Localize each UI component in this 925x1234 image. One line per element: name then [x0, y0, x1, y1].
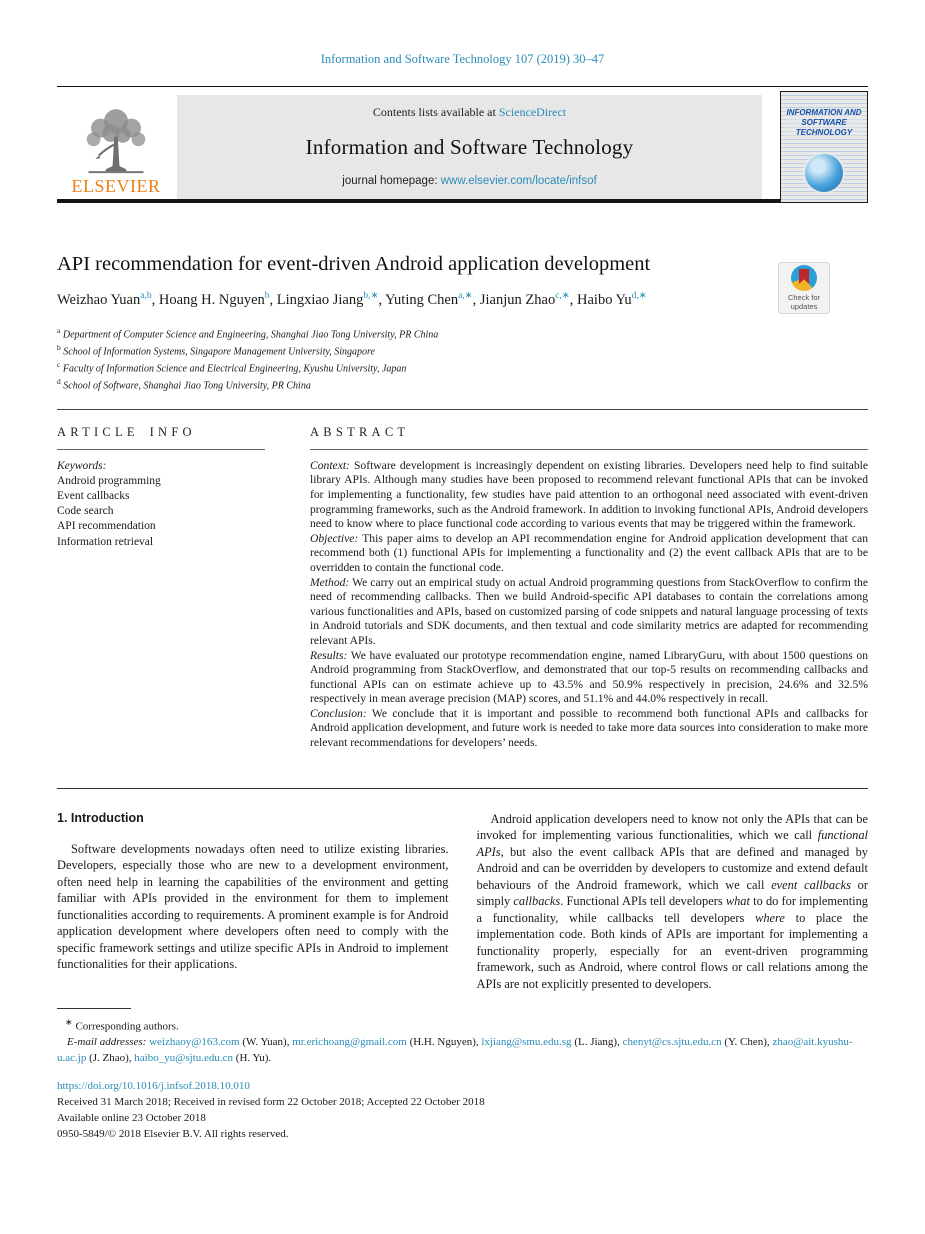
- affiliation-rule: [57, 409, 868, 410]
- homepage-line: [185, 175, 754, 187]
- affiliation-sup: b: [57, 343, 61, 353]
- intro-paragraph-right: Android application developers need to know not only the APIs that can be invoked for implementing various functionalities, which we call functional APIs, but also the event callback APIs that are defined and managed by Android and can be overridden by developers to customize and extend default behaviours of the Android framework, which we call event callbacks or simply callbacks. Functional APIs tell developers what to do for implementing a functionality, while callbacks tell developers where to place the implementation code. Both kinds of APIs are important for implementing a functionality properly, especially for an event-driven programming framework, such as Android, where control flows or call relations among the APIs are not explicitly presented to developers.: [476, 811, 868, 991]
- email-owner: (L. Jiang),: [571, 1036, 623, 1049]
- article-info-column: [57, 425, 265, 777]
- affiliation-sup: a: [57, 326, 61, 336]
- author-name: Weizhao Yuan: [57, 292, 141, 308]
- article-info-heading: ARTICLE INFO: [57, 425, 265, 450]
- abstract-paragraph: [310, 649, 868, 707]
- abstract-paragraph-label: Method:: [310, 575, 350, 589]
- email-owner: (Y. Chen),: [721, 1036, 773, 1049]
- keyword-item: API recommendation: [57, 520, 156, 533]
- email-entry: [481, 1036, 622, 1048]
- abstract-paragraph-text: We conclude that it is important and possible to recommend both functional APIs and callbacks for Android application development, and future work is needed to take more data sources into consideration to make more relevant recommendations for developers’ needs.: [310, 706, 868, 750]
- journal-citation: Information and Software Technology 107 (2019) 30–47: [320, 52, 605, 66]
- author-name: Lingxiao Jiang: [276, 292, 364, 308]
- journal-cover-thumbnail[interactable]: [780, 91, 868, 203]
- crossmark-icon: [791, 265, 817, 291]
- author: [577, 292, 647, 308]
- body-left-column: [57, 811, 449, 993]
- doi-link[interactable]: https://doi.org/10.1016/j.infsof.2018.10.010: [57, 1080, 250, 1093]
- author-affil-sup: a,∗: [458, 291, 473, 302]
- affiliation-item: [57, 326, 868, 343]
- email-entry: [623, 1036, 773, 1048]
- abstract-paragraph-text: Software development is increasingly dependent on existing libraries. Developers need help to find suitable library APIs. Although many studies have been proposed to recommend relevant functional APIs that can be invoked for implementing a functionality, few studies have paid attention to an orthogonal need associated with event-driven programming frameworks, such as the Android framework. In addition to invoking functional APIs, Android developers need to know where to place functional code according to various events that may be triggered within the framework.: [310, 458, 868, 531]
- author-name: Hoang H. Nguyen: [158, 292, 265, 308]
- homepage-link[interactable]: www.elsevier.com/locate/infsof: [440, 175, 597, 187]
- banner-bottom-rule: [57, 199, 868, 203]
- corresponding-star: ∗: [65, 1017, 73, 1028]
- sciencedirect-link[interactable]: ScienceDirect: [498, 105, 567, 119]
- abstract-bottom-rule: [57, 788, 868, 789]
- affiliation-text: School of Information Systems, Singapore Management University, Singapore: [63, 346, 375, 358]
- abstract-paragraph-text: This paper aims to develop an API recommendation engine for Android application development that can recommend both (1) functional APIs for implementing a functionality and (2) the event callback APIs that are to be overridden to contain the functional code.: [310, 531, 868, 574]
- abstract-paragraph-text: We have evaluated our prototype recommendation engine, named LibraryGuru, with about 1500 questions on Android programming from StackOverflow, and demonstrated that our top-5 results on recommending callbacks and functional APIs can on estimate achieve up to 43.5% and 50.9% respectively in precision, 24.6% and 32.5% respectively in mean average precision (MAP) scores, and 51.1% and 44.0% respectively in recall.: [310, 648, 868, 706]
- body-columns: [57, 811, 868, 993]
- keywords-label: Keywords:: [57, 459, 107, 472]
- keyword-item: Event callbacks: [57, 490, 130, 503]
- footnote-block: [57, 1008, 868, 1066]
- author-affil-sup: c,∗: [555, 291, 570, 302]
- keyword-item: Android programming: [57, 474, 161, 487]
- abstract-paragraph: [310, 576, 868, 649]
- received-line: Received 31 March 2018; Received in revised form 22 October 2018; Accepted 22 October 2018: [57, 1096, 485, 1109]
- check-for-updates-badge[interactable]: [778, 262, 830, 314]
- cover-title: INFORMATION AND SOFTWARE TECHNOLOGY: [786, 108, 862, 137]
- elsevier-tree-icon: [73, 102, 159, 180]
- email-link[interactable]: chenyt@cs.sjtu.edu.cn: [622, 1036, 722, 1049]
- abstract-paragraph-label: Conclusion:: [310, 706, 367, 720]
- affiliation-item: [57, 377, 868, 394]
- author-list: [57, 289, 747, 311]
- affiliation-text: School of Software, Shanghai Jiao Tong University, PR China: [63, 380, 311, 392]
- email-link[interactable]: zhao@ait.kyushu-u.ac.jp: [57, 1036, 853, 1064]
- author-name: Jianjun Zhao: [479, 292, 556, 308]
- footnote-rule: [57, 1008, 131, 1009]
- top-rule: [57, 86, 868, 87]
- abstract-paragraph: [310, 707, 868, 751]
- email-owner: (H. Yu).: [233, 1051, 272, 1064]
- homepage-label: journal homepage:: [342, 175, 441, 187]
- publication-meta: [57, 1079, 868, 1143]
- author-separator: ,: [269, 292, 277, 308]
- email-link[interactable]: weizhaoy@163.com: [149, 1036, 240, 1049]
- abstract-body: [310, 459, 868, 751]
- abstract-paragraph: [310, 532, 868, 576]
- author: [480, 292, 577, 308]
- contents-line: [185, 105, 754, 120]
- email-link[interactable]: haibo_yu@sjtu.edu.cn: [134, 1051, 234, 1064]
- abstract-paragraph-label: Context:: [310, 458, 350, 472]
- author-separator: ,: [569, 292, 578, 308]
- email-entry: [149, 1036, 292, 1048]
- abstract-paragraph-label: Objective:: [310, 531, 359, 545]
- affiliation-item: [57, 360, 868, 377]
- corresponding-authors-note: [57, 1016, 868, 1035]
- author: [385, 292, 480, 308]
- author-affil-sup: a,b: [140, 291, 152, 302]
- affiliation-item: [57, 343, 868, 360]
- author-separator: ,: [378, 292, 386, 308]
- author-name: Haibo Yu: [577, 292, 632, 308]
- email-entry: [134, 1052, 271, 1064]
- cover-globe-icon: [805, 154, 843, 192]
- body-right-column: [477, 811, 869, 993]
- email-entry: [292, 1036, 481, 1048]
- email-owner: (W. Yuan),: [239, 1036, 293, 1049]
- abstract-paragraph-label: Results:: [310, 648, 348, 662]
- elsevier-wordmark: ELSEVIER: [71, 176, 161, 196]
- journal-title: Information and Software Technology: [305, 135, 634, 159]
- email-owner: (J. Zhao),: [86, 1051, 135, 1064]
- abstract-column: [310, 425, 868, 777]
- banner-gap: [762, 95, 780, 199]
- affiliation-sup: d: [57, 376, 61, 386]
- affiliation-list: [57, 326, 868, 393]
- keyword-item: Code search: [57, 505, 114, 518]
- author-name: Yuting Chen: [385, 292, 459, 308]
- issn-copyright-line: 0950-5849/© 2018 Elsevier B.V. All rights reserved.: [57, 1127, 289, 1140]
- author-affil-sup: b,∗: [363, 291, 379, 302]
- contents-prefix: Contents lists available at: [372, 105, 499, 119]
- keyword-item: Information retrieval: [57, 535, 154, 548]
- available-line: Available online 23 October 2018: [57, 1111, 206, 1124]
- banner-center: [177, 95, 762, 199]
- author-separator: ,: [472, 292, 480, 308]
- keywords-block: [57, 459, 265, 550]
- affiliation-sup: c: [57, 360, 61, 370]
- affiliation-text: Faculty of Information Science and Electrical Engineering, Kyushu University, Japan: [62, 363, 407, 375]
- author: [57, 292, 159, 308]
- crossmark-bookmark-icon: [799, 269, 809, 284]
- author-separator: ,: [151, 292, 159, 308]
- intro-paragraph-left: Software developments nowadays often need to utilize existing libraries. Developers, especially those who are new to a development environment, often need help in learning the capabilities of the environment and getting familiar with APIs provided in the environment for them to implement functionalities according to requirements. A prominent example is for Android application development where developers often need to comply with the specific framework settings and utilize specific APIs in Android to implement functionalities for their applications.: [57, 841, 449, 972]
- author: [159, 292, 277, 308]
- check-updates-label: Check for updates: [787, 292, 821, 311]
- abstract-paragraph: [310, 459, 868, 532]
- abstract-heading: ABSTRACT: [310, 425, 868, 450]
- elsevier-logo[interactable]: [57, 95, 175, 199]
- article-title: API recommendation for event-driven Android application development: [57, 253, 651, 275]
- author-affil-sup: d,∗: [631, 291, 647, 302]
- author: [277, 292, 385, 308]
- corresponding-text: Corresponding authors.: [72, 1020, 179, 1033]
- email-link[interactable]: lxjiang@smu.edu.sg: [481, 1036, 572, 1049]
- section-heading: 1. Introduction: [57, 810, 144, 825]
- author-affil-sup: b: [264, 291, 270, 302]
- affiliation-text: Department of Computer Science and Engineering, Shanghai Jiao Tong University, PR China: [62, 329, 439, 341]
- email-addresses-line: [57, 1035, 868, 1066]
- info-abstract-section: [57, 425, 868, 777]
- email-owner: (H.H. Nguyen),: [406, 1036, 482, 1049]
- email-link[interactable]: mr.erichoang@gmail.com: [292, 1036, 407, 1049]
- journal-banner: [57, 95, 868, 199]
- email-label: E-mail addresses:: [67, 1036, 147, 1049]
- abstract-paragraph-text: We carry out an empirical study on actual Android programming questions from StackOverflow to confirm the need of recommending callbacks. Then we build Android-specific API databases to contain the correlations among various functionalities and APIs, based on customized parsing of code snippets and natural language processing of texts in Android tutorials and SDK documents, and then textual and code similarity metrics are adapted for recommending relevant APIs.: [310, 575, 868, 647]
